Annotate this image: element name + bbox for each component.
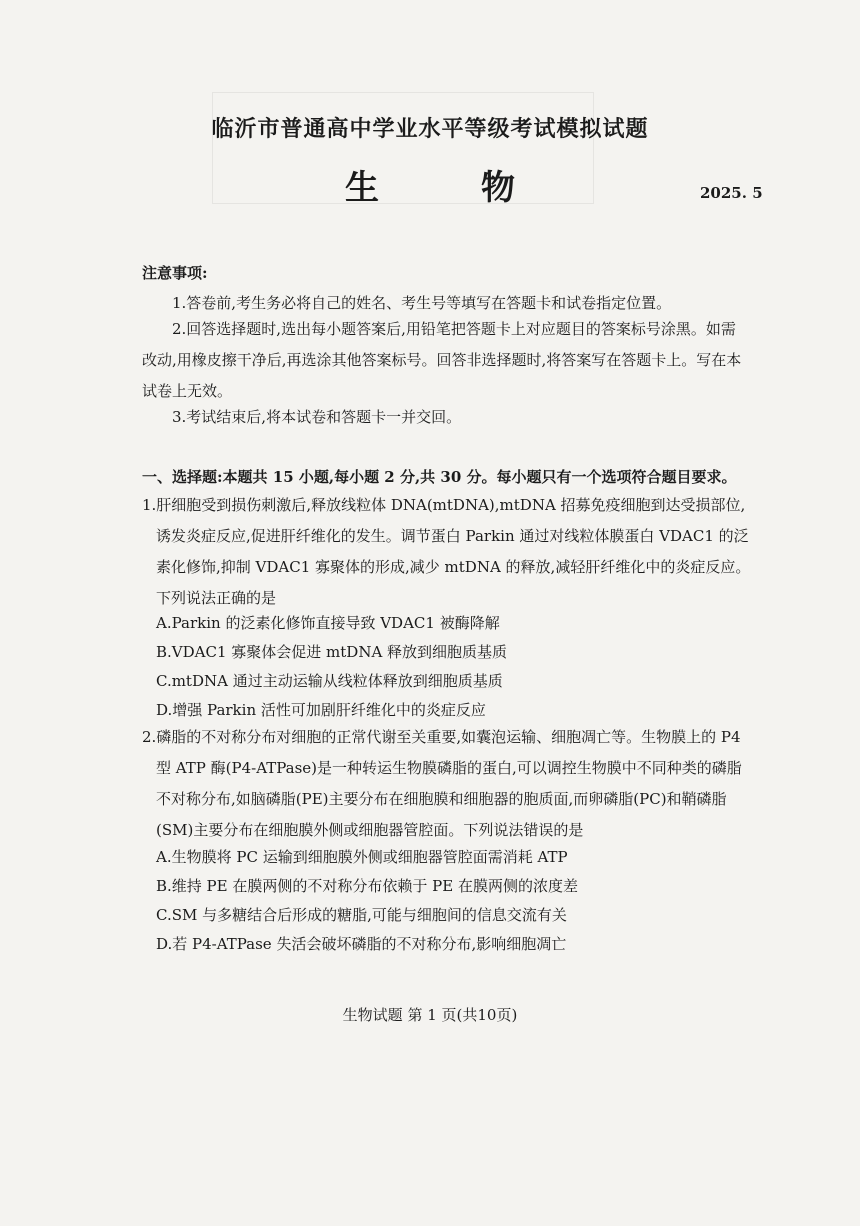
question-2-stem: 2.磷脂的不对称分布对细胞的正常代谢至关重要,如囊泡运输、细胞凋亡等。生物膜上的 P4 型 ATP 酶(P4-ATPase)是一种转运生物膜磷脂的蛋白,可以调控生物膜中不同种类的磷脂不对称分布,如脑磷脂(PE)主要分布在细胞膜和细胞器的胞质面,而卵磷脂(PC)和鞘磷脂(SM)主要分布在细胞膜外侧或细胞器管腔面。下列说法错误的是 bbox=[142, 728, 742, 839]
question-1-option-c: C.mtDNA 通过主动运输从线粒体释放到细胞质基质 bbox=[156, 672, 503, 690]
section-heading: 一、选择题:本题共 15 小题,每小题 2 分,共 30 分。每小题只有一个选项符合题目要求。 bbox=[142, 468, 737, 486]
notice-item-3: 3.考试结束后,将本试卷和答题卡一并交回。 bbox=[172, 408, 462, 426]
question-2-option-b: B.维持 PE 在膜两侧的不对称分布依赖于 PE 在膜两侧的浓度差 bbox=[156, 877, 578, 895]
page-footer: 生物试题 第 1 页(共10页) bbox=[342, 1006, 518, 1024]
notice-heading: 注意事项: bbox=[142, 264, 208, 282]
question-1-option-a: A.Parkin 的泛素化修饰直接导致 VDAC1 被酶降解 bbox=[156, 614, 500, 632]
question-2 bbox=[142, 722, 752, 846]
subject-title: 生 物 bbox=[345, 168, 549, 208]
question-1-option-d: D.增强 Parkin 活性可加剧肝纤维化中的炎症反应 bbox=[156, 701, 486, 719]
question-2-option-d: D.若 P4-ATPase 失活会破坏磷脂的不对称分布,影响细胞凋亡 bbox=[156, 935, 567, 953]
question-2-option-a: A.生物膜将 PC 运输到细胞膜外侧或细胞器管腔面需消耗 ATP bbox=[156, 848, 568, 866]
exam-title: 临沂市普通高中学业水平等级考试模拟试题 bbox=[211, 116, 649, 142]
notice-item-1: 1.答卷前,考生务必将自己的姓名、考生号等填写在答题卡和试卷指定位置。 bbox=[172, 294, 672, 312]
notice-item-2: 2.回答选择题时,选出每小题答案后,用铅笔把答题卡上对应题目的答案标号涂黑。如需改动,用橡皮擦干净后,再选涂其他答案标号。回答非选择题时,将答案写在答题卡上。写在本试卷上无效。 bbox=[142, 320, 742, 400]
question-1 bbox=[142, 490, 752, 614]
question-1-stem: 1.肝细胞受到损伤刺激后,释放线粒体 DNA(mtDNA),mtDNA 招募免疫细胞到达受损部位,诱发炎症反应,促进肝纤维化的发生。调节蛋白 Parkin 通过对线粒体膜蛋白 VDAC1 的泛素化修饰,抑制 VDAC1 寡聚体的形成,减少 mtDNA 的释放,减轻肝纤维化中的炎症反应。下列说法正确的是 bbox=[142, 496, 751, 607]
exam-date: 2025. 5 bbox=[700, 184, 763, 202]
question-1-option-b: B.VDAC1 寡聚体会促进 mtDNA 释放到细胞质基质 bbox=[156, 643, 508, 661]
question-2-option-c: C.SM 与多糖结合后形成的糖脂,可能与细胞间的信息交流有关 bbox=[156, 906, 567, 924]
